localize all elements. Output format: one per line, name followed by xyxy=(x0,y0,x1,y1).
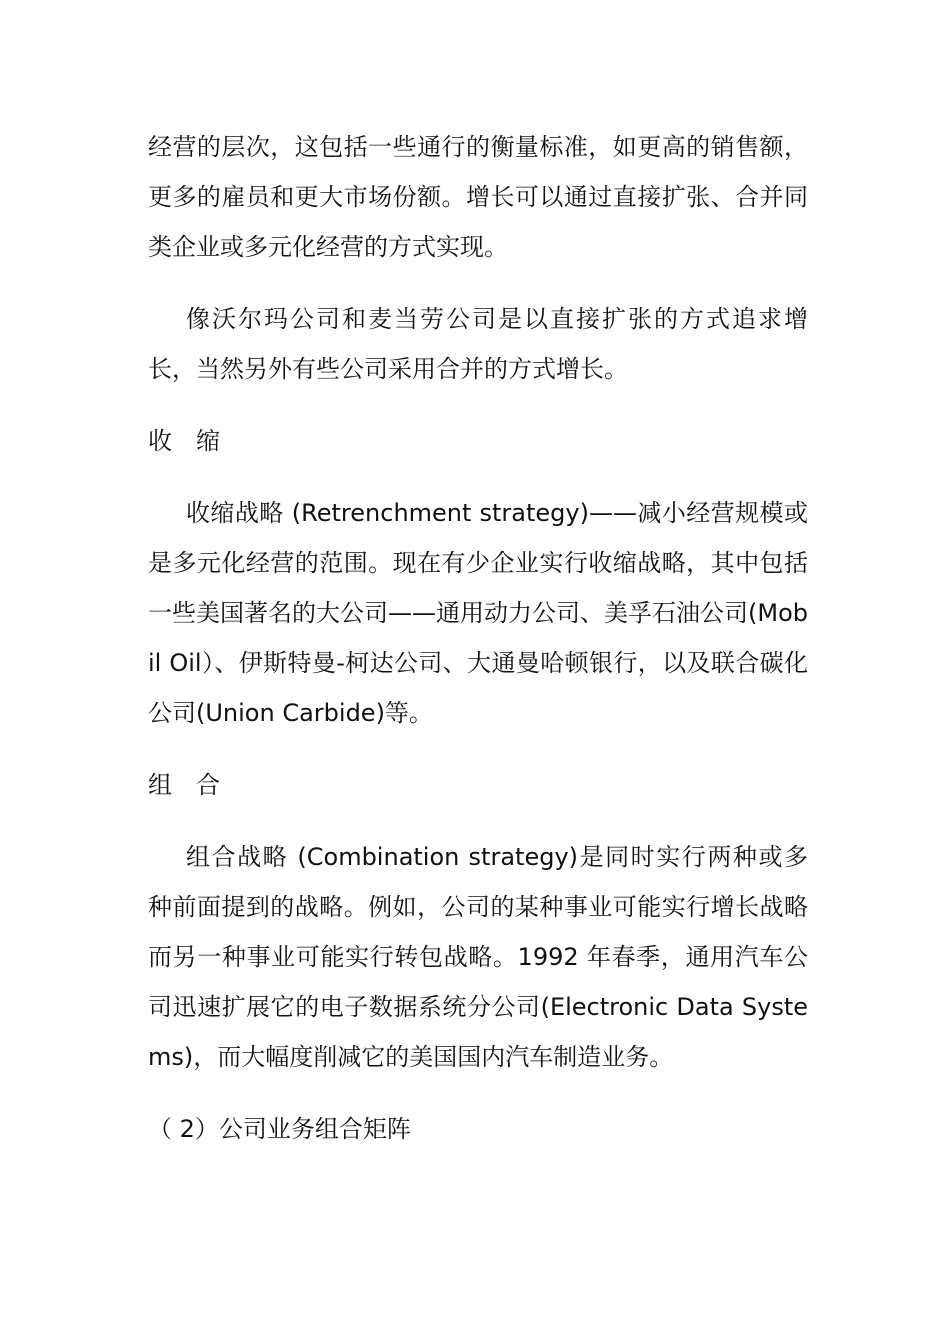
document-body xyxy=(148,122,808,1154)
paragraph-combination: 组合战略 (Combination strategy)是同时实行两种或多种前面提到的战略。例如，公司的某种事业可能实行增长战略而另一种事业可能实行转包战略。1992 年春季，通用汽车公司迅速扩展它的电子数据系统分公司(Electronic Data Systems)，而大幅度削减它的美国国内汽车制造业务。 xyxy=(148,843,808,1071)
paragraph-growth-examples: 像沃尔玛公司和麦当劳公司是以直接扩张的方式追求增长，当然另外有些公司采用合并的方式增长。 xyxy=(148,305,808,383)
heading-retrenchment: 收 缩 xyxy=(148,427,220,455)
paragraph-growth-intro: 经营的层次，这包括一些通行的衡量标准，如更高的销售额，更多的雇员和更大市场份额。增长可以通过直接扩张、合并同类企业或多元化经营的方式实现。 xyxy=(148,133,808,261)
heading-section-2: （ 2）公司业务组合矩阵 xyxy=(148,1115,411,1143)
paragraph-retrenchment: 收缩战略 (Retrenchment strategy)——减小经营规模或是多元化经营的范围。现在有少企业实行收缩战略，其中包括一些美国著名的大公司——通用动力公司、美孚石油公司(Mobil Oil）、伊斯特曼-柯达公司、大通曼哈顿银行，以及联合碳化公司(Union Carbide)等。 xyxy=(148,499,808,727)
heading-combination: 组 合 xyxy=(148,771,220,799)
